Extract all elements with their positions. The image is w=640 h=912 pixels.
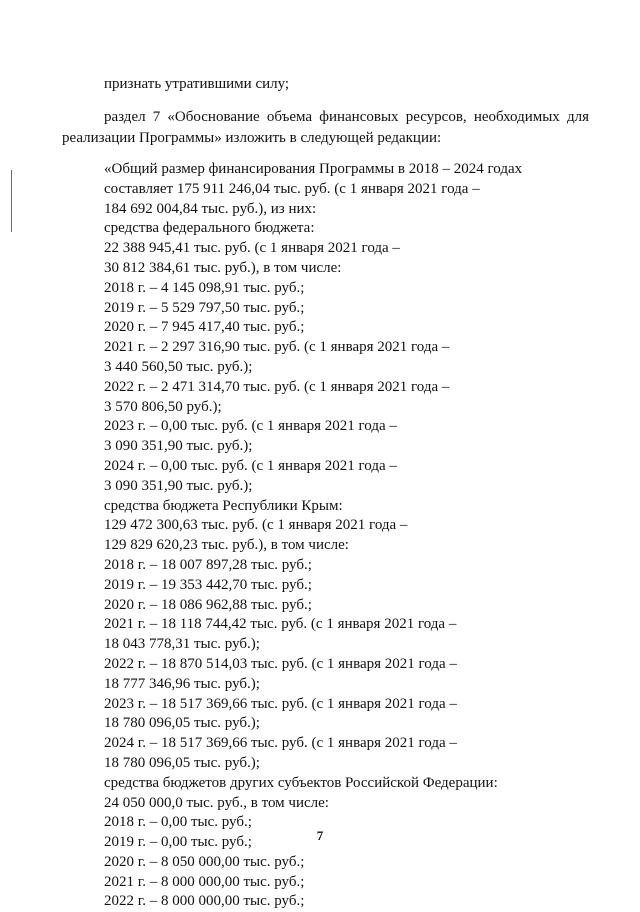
text-line: 18 043 778,31 тыс. руб.); — [104, 636, 260, 653]
text-line: 2019 г. – 0,00 тыс. руб.; — [104, 834, 252, 851]
intro-paragraph: признать утратившими силу; — [104, 76, 290, 92]
text-line: 18 780 096,05 тыс. руб.); — [104, 754, 260, 771]
text-line: 24 050 000,0 тыс. руб., в том числе: — [104, 794, 329, 811]
section-paragraph — [62, 107, 589, 149]
text-line: 2018 г. – 18 007 897,28 тыс. руб.; — [104, 556, 312, 573]
financing-text — [104, 160, 522, 912]
text-line: 2022 г. – 8 000 000,00 тыс. руб.; — [104, 893, 305, 910]
text-line: средства бюджета Республики Крым: — [104, 497, 343, 514]
text-line: «Общий размер финансирования Программы в 2018 – 2024 годах — [104, 161, 523, 177]
text-line: 2023 г. – 0,00 тыс. руб. (с 1 января 2021 года – — [104, 418, 397, 435]
text-line: 2021 г. – 8 000 000,00 тыс. руб.; — [104, 873, 305, 890]
text-line: 3 090 351,90 тыс. руб.); — [104, 438, 253, 455]
page-number: 7 — [316, 828, 324, 843]
margin-mark — [11, 170, 12, 232]
text-line: 2021 г. – 18 118 744,42 тыс. руб. (с 1 января 2021 года – — [104, 616, 457, 633]
text-line: составляет 175 911 246,04 тыс. руб. (с 1 января 2021 года – — [104, 180, 480, 197]
text-line: 2023 г. – 18 517 369,66 тыс. руб. (с 1 января 2021 года – — [104, 695, 457, 712]
text-line: средства бюджетов других субъектов Российской Федерации: — [104, 774, 498, 791]
text-line: 2020 г. – 8 050 000,00 тыс. руб.; — [104, 853, 305, 870]
text-line: 18 780 096,05 тыс. руб.); — [104, 715, 260, 732]
text-line: 2019 г. – 19 353 442,70 тыс. руб.; — [104, 576, 312, 593]
text-line: 2018 г. – 4 145 098,91 тыс. руб.; — [104, 279, 305, 296]
text-line: 2024 г. – 0,00 тыс. руб. (с 1 января 2021 года – — [104, 457, 397, 474]
text-line: 3 090 351,90 тыс. руб.); — [104, 477, 253, 494]
text-line: 2022 г. – 18 870 514,03 тыс. руб. (с 1 января 2021 года – — [104, 655, 457, 672]
text-line: 2024 г. – 18 517 369,66 тыс. руб. (с 1 января 2021 года – — [104, 735, 457, 752]
text-line: 184 692 004,84 тыс. руб.), из них: — [104, 200, 317, 217]
text-line: 129 472 300,63 тыс. руб. (с 1 января 2021 года – — [104, 517, 408, 534]
text-line: 2022 г. – 2 471 314,70 тыс. руб. (с 1 января 2021 года – — [104, 378, 450, 395]
section-line: реализации Программы» изложить в следующей редакции: — [62, 130, 442, 146]
text-line: 2019 г. – 5 529 797,50 тыс. руб.; — [104, 299, 305, 316]
section-line: раздел 7 «Обоснование объема финансовых ресурсов, необходимых для — [104, 109, 589, 125]
text-line: 2021 г. – 2 297 316,90 тыс. руб. (с 1 января 2021 года – — [104, 339, 450, 356]
text-line: 3 440 560,50 тыс. руб.); — [104, 358, 253, 375]
text-line: 2020 г. – 7 945 417,40 тыс. руб.; — [104, 319, 305, 336]
text-line: 3 570 806,50 руб.); — [104, 398, 222, 415]
text-line: 2020 г. – 18 086 962,88 тыс. руб.; — [104, 596, 312, 613]
text-line: 18 777 346,96 тыс. руб.); — [104, 675, 260, 692]
text-line: 22 388 945,41 тыс. руб. (с 1 января 2021 года – — [104, 240, 400, 257]
text-line: средства федерального бюджета: — [104, 220, 315, 237]
text-line: 30 812 384,61 тыс. руб.), в том числе: — [104, 259, 342, 276]
text-line: 2018 г. – 0,00 тыс. руб.; — [104, 814, 252, 831]
text-line: 129 829 620,23 тыс. руб.), в том числе: — [104, 537, 349, 554]
